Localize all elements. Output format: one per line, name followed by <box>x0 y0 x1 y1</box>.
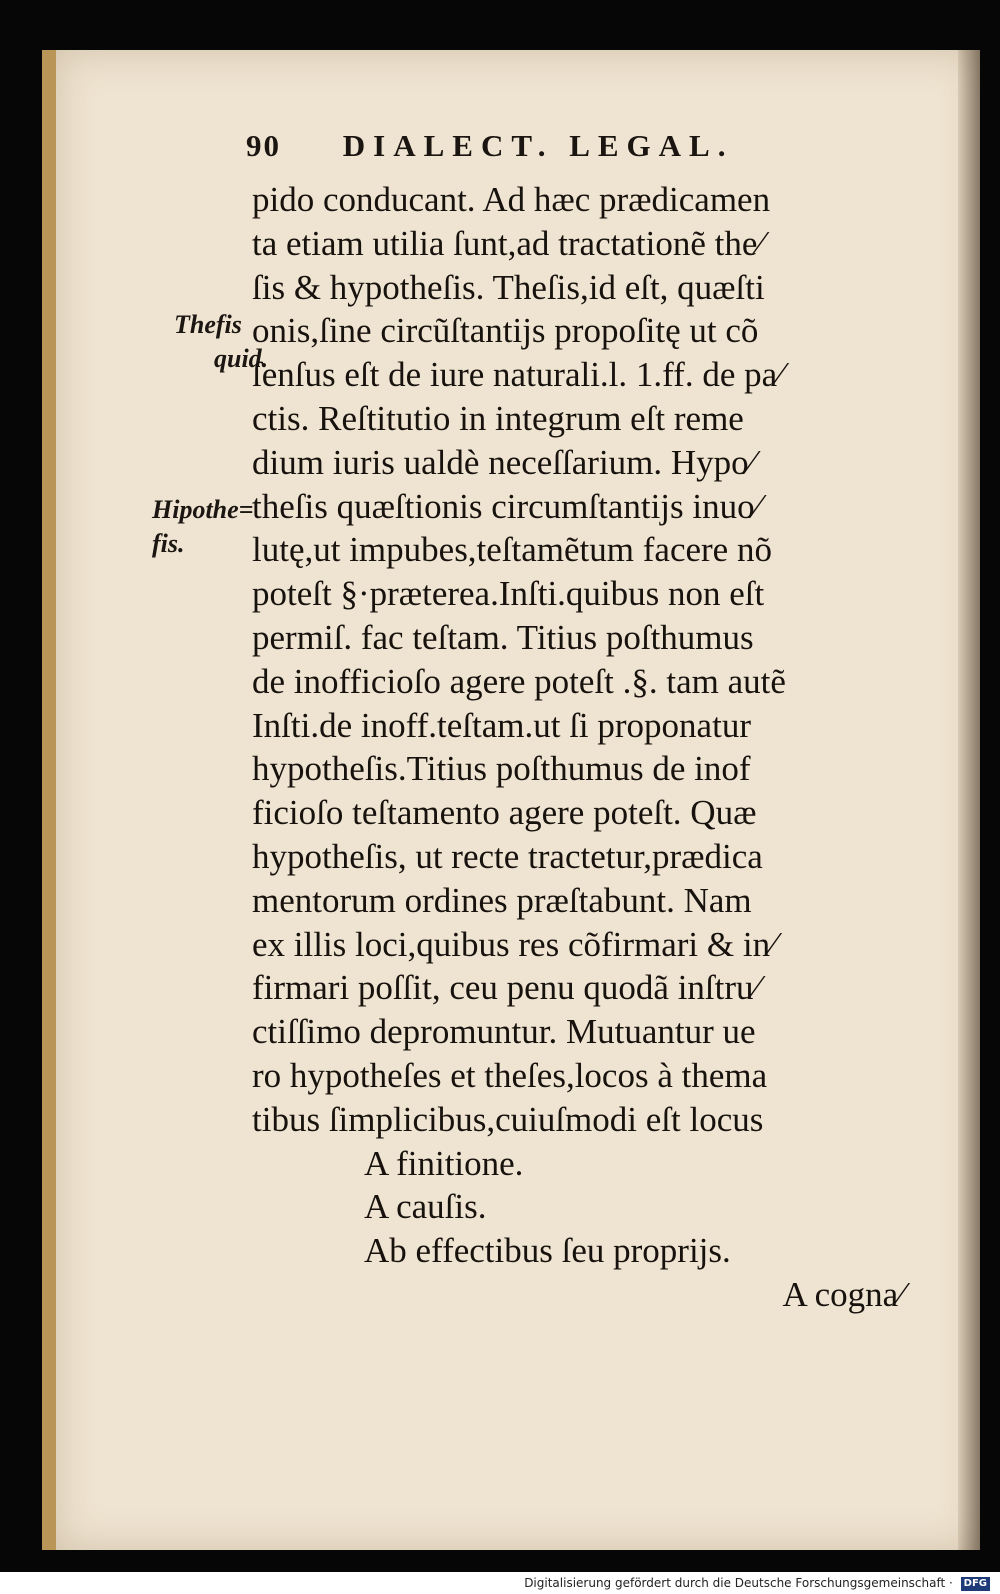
page-number: 90 <box>246 128 281 163</box>
text-line: lutę,ut impubes,teſtamẽtum facere nõ <box>252 530 772 570</box>
text-line: hypotheſis, ut recte tractetur,prædica <box>252 836 763 876</box>
text-line: hypotheſis.Titius poſthumus de inof <box>252 749 751 789</box>
page-gutter-shadow <box>958 50 980 1550</box>
text-line: ſenſus eſt de iure naturali.l. 1.ff. de pa⁄ <box>252 355 783 395</box>
text-line: firmari poſſit, ceu penu quodã inſtru⁄ <box>252 968 760 1008</box>
text-line: ctis. Reſtitutio in integrum eſt reme <box>252 398 744 438</box>
text-line: permiſ. fac teſtam. Titius poſthumus <box>252 617 754 657</box>
footer-credit-bar <box>0 1572 1000 1594</box>
text-line: ctiſſimo depromuntur. Mutuantur ue <box>252 1012 756 1052</box>
list-line: A finitione. <box>364 1143 524 1183</box>
list-line: Ab effectibus ſeu proprijs. <box>364 1231 731 1271</box>
running-title: DIALECT. LEGAL. <box>342 128 734 163</box>
body-text <box>252 178 912 1317</box>
text-line: tibus ſimplicibus,cuiuſmodi eſt locus <box>252 1099 764 1139</box>
margin-note-hypothesis-line1: Hipothe= <box>152 495 254 524</box>
text-line: ro hypotheſes et theſes,locos à thema <box>252 1055 768 1095</box>
text-line: ſis & hypotheſis. Theſis,id eſt, quæſti <box>252 267 765 307</box>
margin-note-hypothesis <box>152 495 254 559</box>
footer-credit: Digitalisierung gefördert durch die Deutsche Forschungsgemeinschaft · <box>524 1576 953 1590</box>
dfg-logo: DFG <box>961 1577 990 1591</box>
text-line: ficioſo teſtamento agere poteſt. Quæ <box>252 793 757 833</box>
text-line: Inſti.de inoff.teſtam.ut ſi proponatur <box>252 705 751 745</box>
text-line: pido conducant. Ad hæc prædicamen <box>252 180 771 219</box>
list-line: A cauſis. <box>364 1187 487 1227</box>
catchword: A cogna⁄ <box>782 1274 904 1314</box>
margin-note-thesis-line1: Thefis <box>174 310 242 339</box>
text-line: ex illis loci,quibus res cõfirmari & in⁄ <box>252 924 776 964</box>
text-line: ta etiam utilia ſunt,ad tractationẽ the⁄ <box>252 223 764 263</box>
text-line: onis,ſine circũſtantijs propoſitę ut cõ <box>252 311 759 351</box>
text-line: dium iuris ualdè neceſſarium. Hypo⁄ <box>252 442 755 482</box>
margin-note-thesis-line2: quid. <box>214 344 269 373</box>
text-line: mentorum ordines præſtabunt. Nam <box>252 880 752 920</box>
text-line: poteſt §·præterea.Inſti.quibus non eſt <box>252 574 765 614</box>
margin-note-hypothesis-line2: fis. <box>152 529 185 558</box>
text-line: de inofficioſo agere poteſt .§. tam autẽ <box>252 661 786 701</box>
text-line: theſis quæſtionis circumſtantijs inuo⁄ <box>252 486 761 526</box>
running-header <box>246 128 906 164</box>
